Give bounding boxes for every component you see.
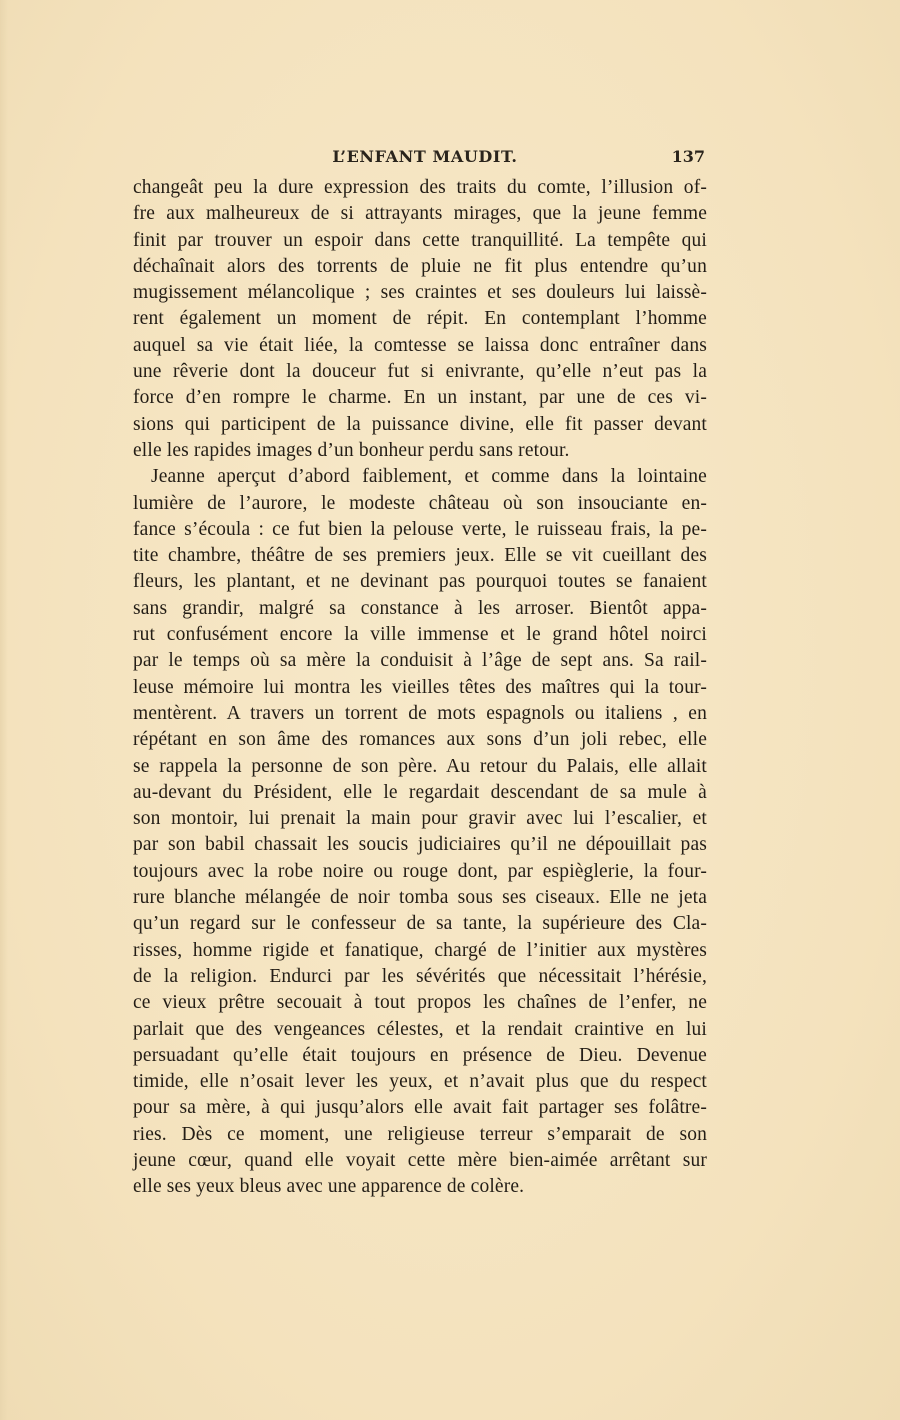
- text-line: persuadant qu’elle était toujours en présence de Dieu. Devenue: [133, 1044, 707, 1066]
- page-header: [133, 145, 707, 169]
- page-number: 137: [671, 147, 705, 166]
- page-edge-shadow: [0, 0, 8, 1420]
- text-line: mugissement mélancolique ; ses craintes et ses douleurs lui laissè-: [133, 282, 707, 304]
- text-line: elle les rapides images d’un bonheur perdu sans retour.: [133, 439, 570, 461]
- text-line: sans grandir, malgré sa constance à les arroser. Bientôt appa-: [133, 597, 707, 619]
- text-line: mentèrent. A travers un torrent de mots espagnols ou italiens , en: [133, 702, 707, 724]
- text-line: auquel sa vie était liée, la comtesse se laissa donc entraîner dans: [133, 334, 707, 356]
- text-line: parlait que des vengeances célestes, et la rendait craintive en lui: [133, 1018, 707, 1040]
- text-line: lumière de l’aurore, le modeste château où son insouciante en-: [133, 492, 707, 514]
- text-line: ce vieux prêtre secouait à tout propos les chaînes de l’enfer, ne: [133, 992, 707, 1014]
- text-line: jeune cœur, quand elle voyait cette mère bien-aimée arrêtant sur: [133, 1149, 707, 1171]
- text-line: une rêverie dont la douceur fut si enivrante, qu’elle n’eut pas la: [133, 361, 707, 383]
- text-line: sions qui participent de la puissance divine, elle fit passer devant: [133, 413, 707, 435]
- text-line: finit par trouver un espoir dans cette tranquillité. La tempête qui: [133, 229, 707, 251]
- text-line: elle ses yeux bleus avec une apparence de colère.: [133, 1176, 525, 1198]
- text-line: rure blanche mélangée de noir tomba sous ses ciseaux. Elle ne jeta: [133, 887, 707, 909]
- text-line: risses, homme rigide et fanatique, chargé de l’initier aux mystères: [133, 939, 707, 961]
- text-line: déchaînait alors des torrents de pluie ne fit plus entendre qu’un: [133, 255, 707, 277]
- paragraph-1: [133, 175, 707, 464]
- text-line: tite chambre, théâtre de ses premiers jeux. Elle se vit cueillant des: [133, 545, 707, 567]
- text-line: leuse mémoire lui montra les vieilles têtes des maîtres qui la tour-: [133, 676, 707, 698]
- text-line: rent également un moment de répit. En contemplant l’homme: [133, 308, 707, 330]
- text-line: de la religion. Endurci par les sévérités que nécessitait l’hérésie,: [133, 965, 707, 987]
- text-line: au-devant du Président, elle le regardait descendant de sa mule à: [133, 781, 707, 803]
- text-line: rut confusément encore la ville immense et le grand hôtel noirci: [133, 624, 707, 646]
- text-line: répétant en son âme des romances aux sons d’un joli rebec, elle: [133, 729, 707, 751]
- text-line: par son babil chassait les soucis judiciaires qu’il ne dépouillait pas: [133, 834, 707, 856]
- text-line: par le temps où sa mère la conduisit à l’âge de sept ans. Sa rail-: [133, 650, 707, 672]
- text-line: fleurs, les plantant, et ne devinant pas pourquoi toutes se fanaient: [133, 571, 707, 593]
- text-body: [133, 175, 707, 1201]
- text-line: son montoir, lui prenait la main pour gravir avec lui l’escalier, et: [133, 808, 707, 830]
- text-line: fance s’écoula : ce fut bien la pelouse verte, le ruisseau frais, la pe-: [133, 518, 707, 540]
- text-line: toujours avec la robe noire ou rouge dont, par espièglerie, la four-: [133, 860, 707, 882]
- text-line: pour sa mère, à qui jusqu’alors elle avait fait partager ses folâtre-: [133, 1097, 707, 1119]
- paragraph-2: [133, 464, 707, 1200]
- text-line: se rappela la personne de son père. Au retour du Palais, elle allait: [133, 755, 707, 777]
- running-title: L’ENFANT MAUDIT.: [332, 147, 518, 166]
- text-line: ries. Dès ce moment, une religieuse terreur s’emparait de son: [133, 1123, 707, 1145]
- text-line: changeât peu la dure expression des traits du comte, l’illusion of-: [133, 177, 707, 198]
- text-line: Jeanne aperçut d’abord faiblement, et comme dans la lointaine: [151, 466, 707, 488]
- text-line: timide, elle n’osait lever les yeux, et n’avait plus que du respect: [133, 1071, 707, 1093]
- text-line: fre aux malheureux de si attrayants mirages, que la jeune femme: [133, 203, 707, 225]
- text-line: force d’en rompre le charme. En un instant, par une de ces vi-: [133, 387, 707, 409]
- text-line: qu’un regard sur le confesseur de sa tante, la supérieure des Cla-: [133, 913, 707, 935]
